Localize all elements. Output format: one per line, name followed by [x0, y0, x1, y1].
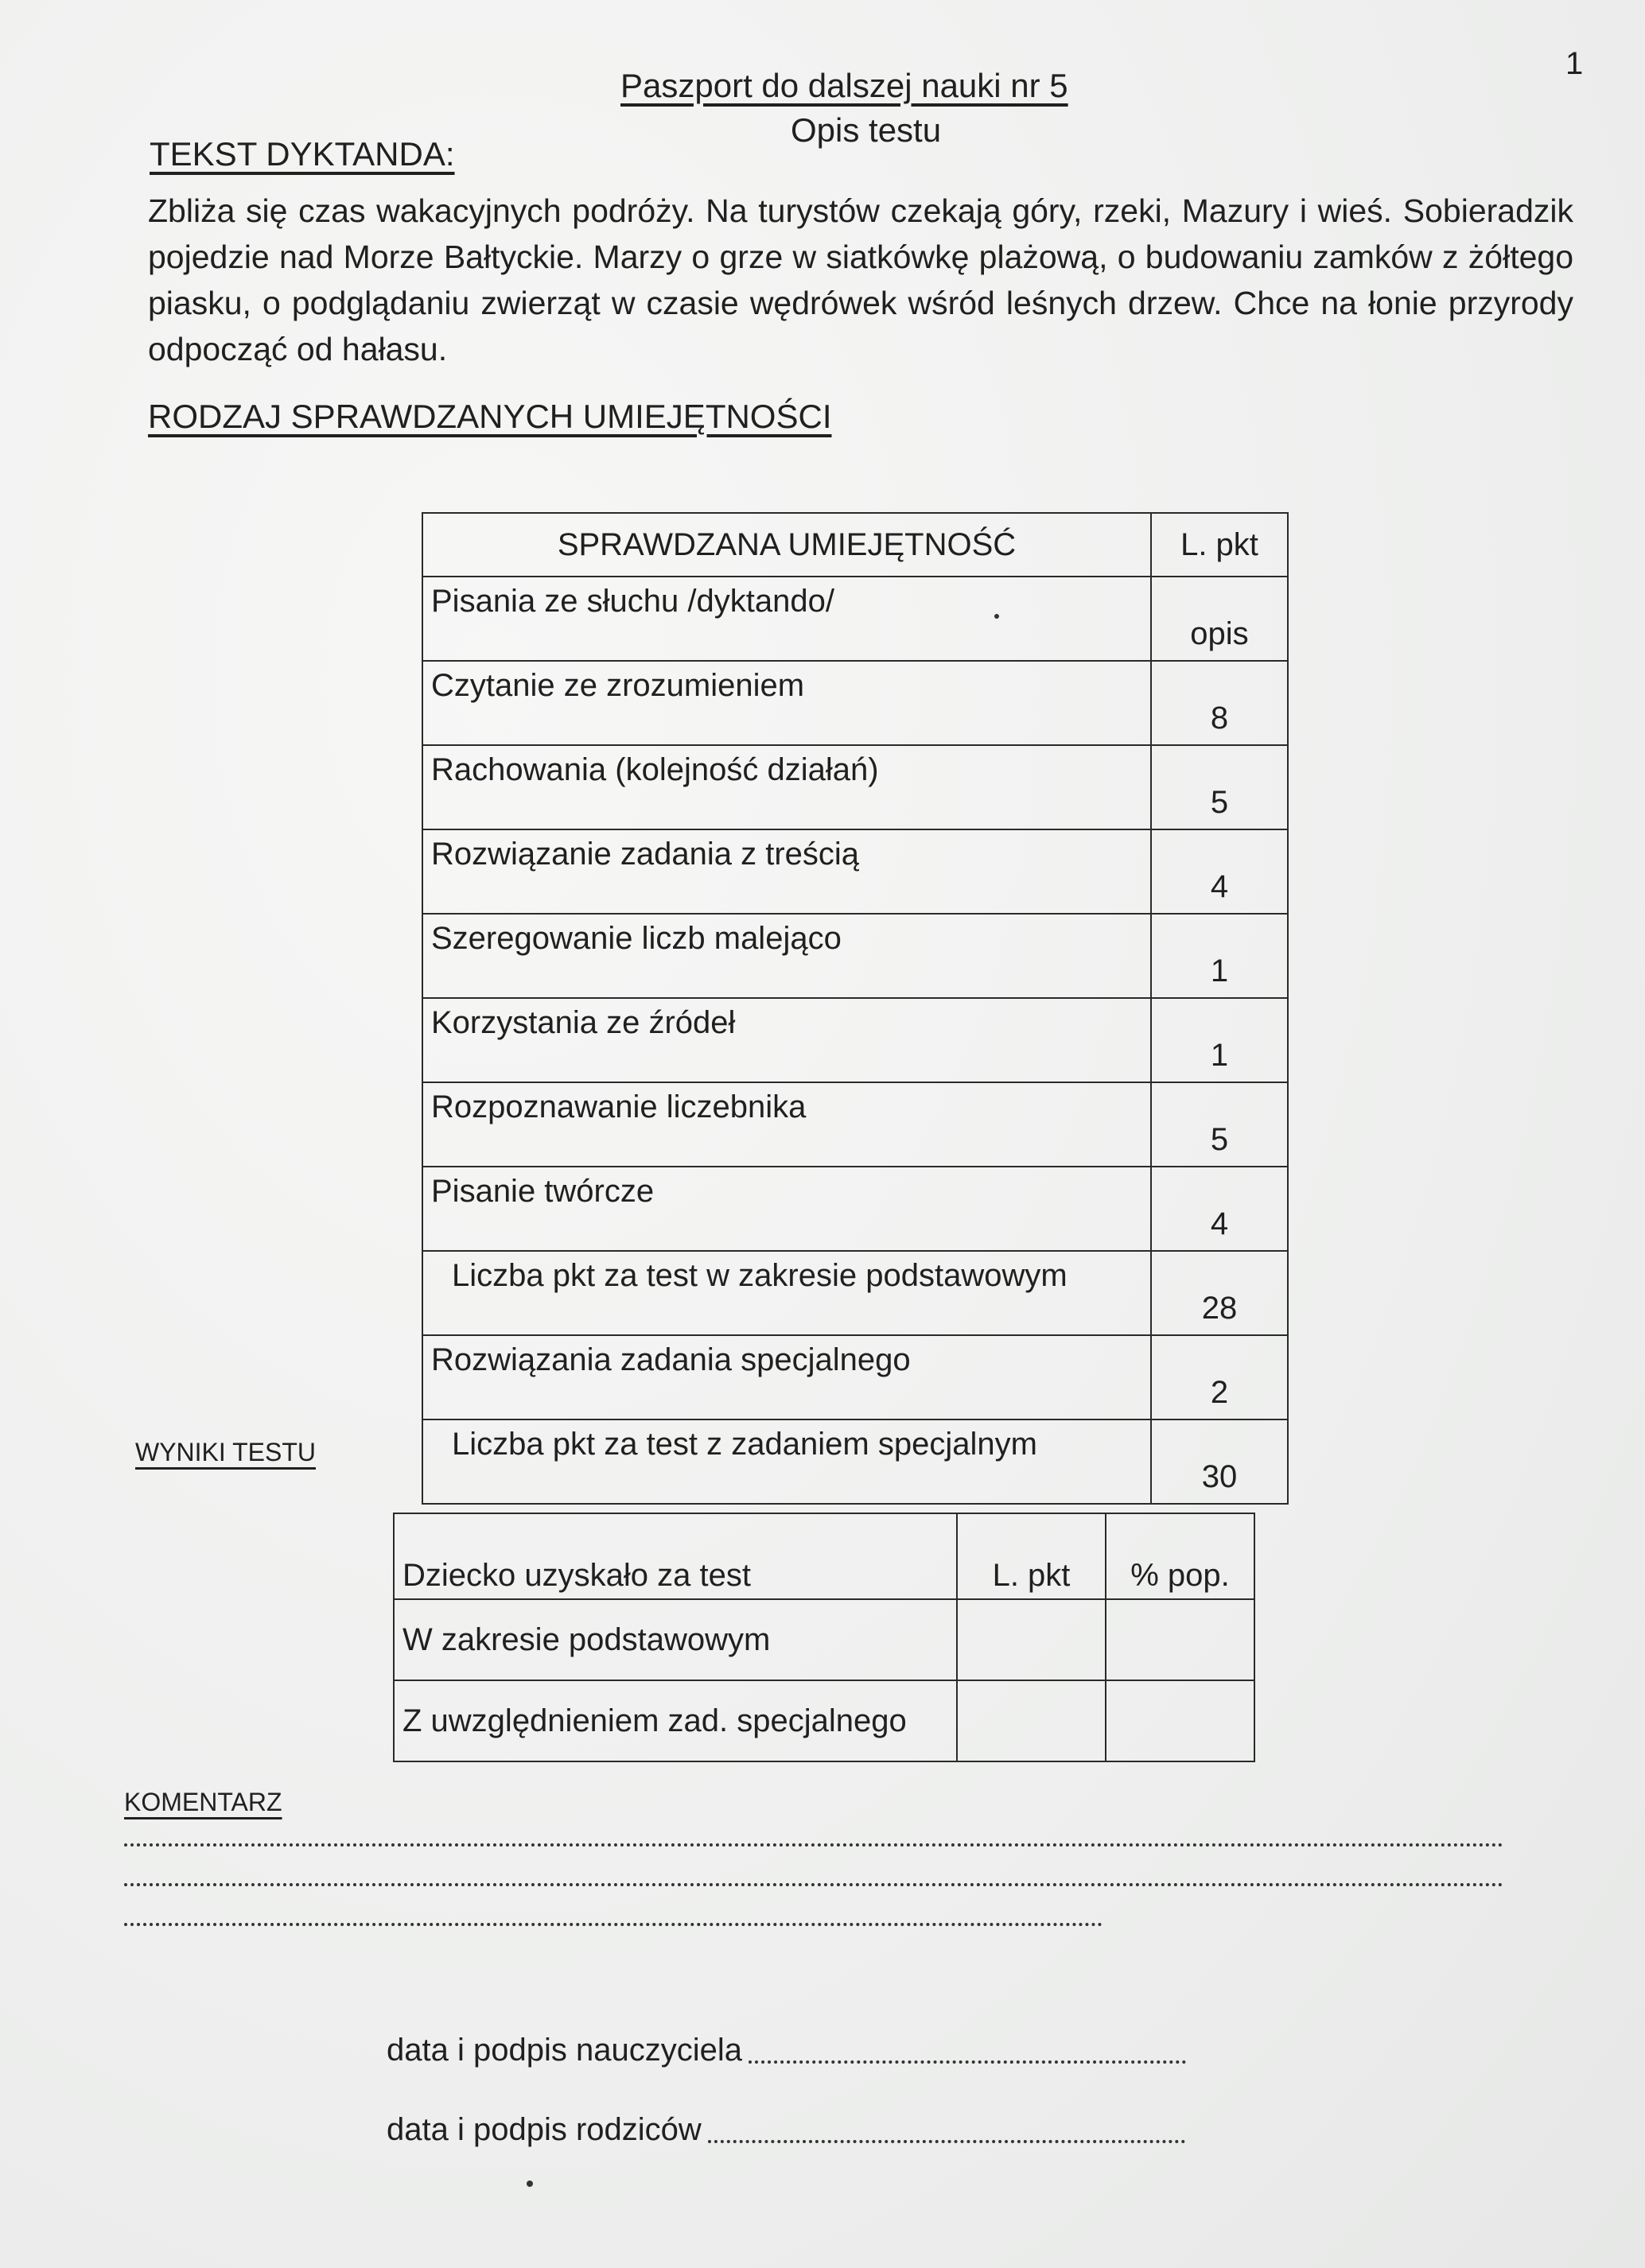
comment-line[interactable]: [124, 1923, 1102, 1926]
table-row: [422, 914, 1288, 998]
skill-name: Pisanie twórcze: [422, 1167, 1151, 1251]
skill-name: Szeregowanie liczb malejąco: [422, 914, 1151, 998]
table-row: [422, 829, 1288, 914]
teacher-signature-row: [387, 2033, 1186, 2068]
table-row: [422, 1167, 1288, 1251]
results-percent-field[interactable]: [1106, 1680, 1254, 1761]
skill-points: 5: [1151, 745, 1288, 829]
table-row: [422, 745, 1288, 829]
skills-header-skill: SPRAWDZANA UMIEJĘTNOŚĆ: [422, 513, 1151, 577]
results-table: [393, 1513, 1255, 1762]
skill-points: 4: [1151, 1167, 1288, 1251]
skill-points: opis: [1151, 577, 1288, 661]
dictation-text: Zbliża się czas wakacyjnych podróży. Na turystów czekają góry, rzeki, Mazury i wieś. Sobieradzik pojedzie nad Morze Bałtyckie. Marzy o grze w siatkówkę plażową, o budowaniu zamków z żółtego piasku, o podglądaniu zwierząt w czasie wędrówek wśród leśnych drzew. Chce na łonie przyrody odpocząć od hałasu.: [148, 192, 1573, 367]
skill-points: 2: [1151, 1335, 1288, 1419]
table-row-subtotal: [422, 1251, 1288, 1335]
page-number: 1: [1565, 46, 1584, 81]
comment-heading: KOMENTARZ: [124, 1788, 282, 1816]
skill-points: 5: [1151, 1082, 1288, 1167]
subtotal-label: Liczba pkt za test w zakresie podstawowym: [422, 1251, 1151, 1335]
skill-points: 1: [1151, 998, 1288, 1082]
skills-table-header-row: [422, 513, 1288, 577]
skill-name: Rozwiązania zadania specjalnego: [422, 1335, 1151, 1419]
skill-name: Rozwiązanie zadania z treścią: [422, 829, 1151, 914]
skill-points: 4: [1151, 829, 1288, 914]
skill-points: 8: [1151, 661, 1288, 745]
results-header-label: Dziecko uzyskało za test: [394, 1513, 957, 1599]
skills-heading: RODZAJ SPRAWDZANYCH UMIEJĘTNOŚCI: [148, 398, 832, 435]
results-header-row: [394, 1513, 1254, 1599]
skill-name: Korzystania ze źródeł: [422, 998, 1151, 1082]
results-header-percent: % pop.: [1106, 1513, 1254, 1599]
document-title: Paszport do dalszej nauki nr 5: [620, 67, 1068, 104]
results-heading: WYNIKI TESTU: [135, 1438, 316, 1466]
results-percent-field[interactable]: [1106, 1599, 1254, 1680]
results-points-field[interactable]: [957, 1680, 1106, 1761]
document-subtitle: Opis testu: [791, 111, 942, 149]
results-row-label: Z uwzględnieniem zad. specjalnego: [394, 1680, 957, 1761]
total-label: Liczba pkt za test z zadaniem specjalnym: [422, 1419, 1151, 1504]
skills-header-points: L. pkt: [1151, 513, 1288, 577]
skill-name: Czytanie ze zrozumieniem: [422, 661, 1151, 745]
table-row: [422, 1335, 1288, 1419]
ink-dot: [994, 614, 999, 619]
parents-signature-row: [387, 2112, 1185, 2148]
ink-dot: [527, 2181, 533, 2187]
results-header-points: L. pkt: [957, 1513, 1106, 1599]
comment-line[interactable]: [124, 1883, 1503, 1886]
skill-points: 1: [1151, 914, 1288, 998]
skill-name: Rozpoznawanie liczebnika: [422, 1082, 1151, 1167]
skills-table-body: [422, 577, 1288, 1504]
parents-signature-line[interactable]: [708, 2140, 1185, 2143]
skill-name: Rachowania (kolejność działań): [422, 745, 1151, 829]
teacher-signature-label: data i podpis nauczyciela: [387, 2033, 742, 2068]
table-row: [394, 1680, 1254, 1761]
table-row: [422, 577, 1288, 661]
results-points-field[interactable]: [957, 1599, 1106, 1680]
dictation-heading: TEKST DYKTANDA:: [150, 135, 455, 173]
comment-line[interactable]: [124, 1843, 1503, 1847]
skill-name: Pisania ze słuchu /dyktando/: [422, 577, 1151, 661]
table-row: [422, 998, 1288, 1082]
skills-table: [422, 512, 1289, 1505]
table-row: [422, 1082, 1288, 1167]
total-points: 30: [1151, 1419, 1288, 1504]
results-row-label: W zakresie podstawowym: [394, 1599, 957, 1680]
parents-signature-label: data i podpis rodziców: [387, 2112, 702, 2147]
table-row: [422, 661, 1288, 745]
table-row-total: [422, 1419, 1288, 1504]
table-row: [394, 1599, 1254, 1680]
subtotal-points: 28: [1151, 1251, 1288, 1335]
teacher-signature-line[interactable]: [749, 2060, 1186, 2064]
